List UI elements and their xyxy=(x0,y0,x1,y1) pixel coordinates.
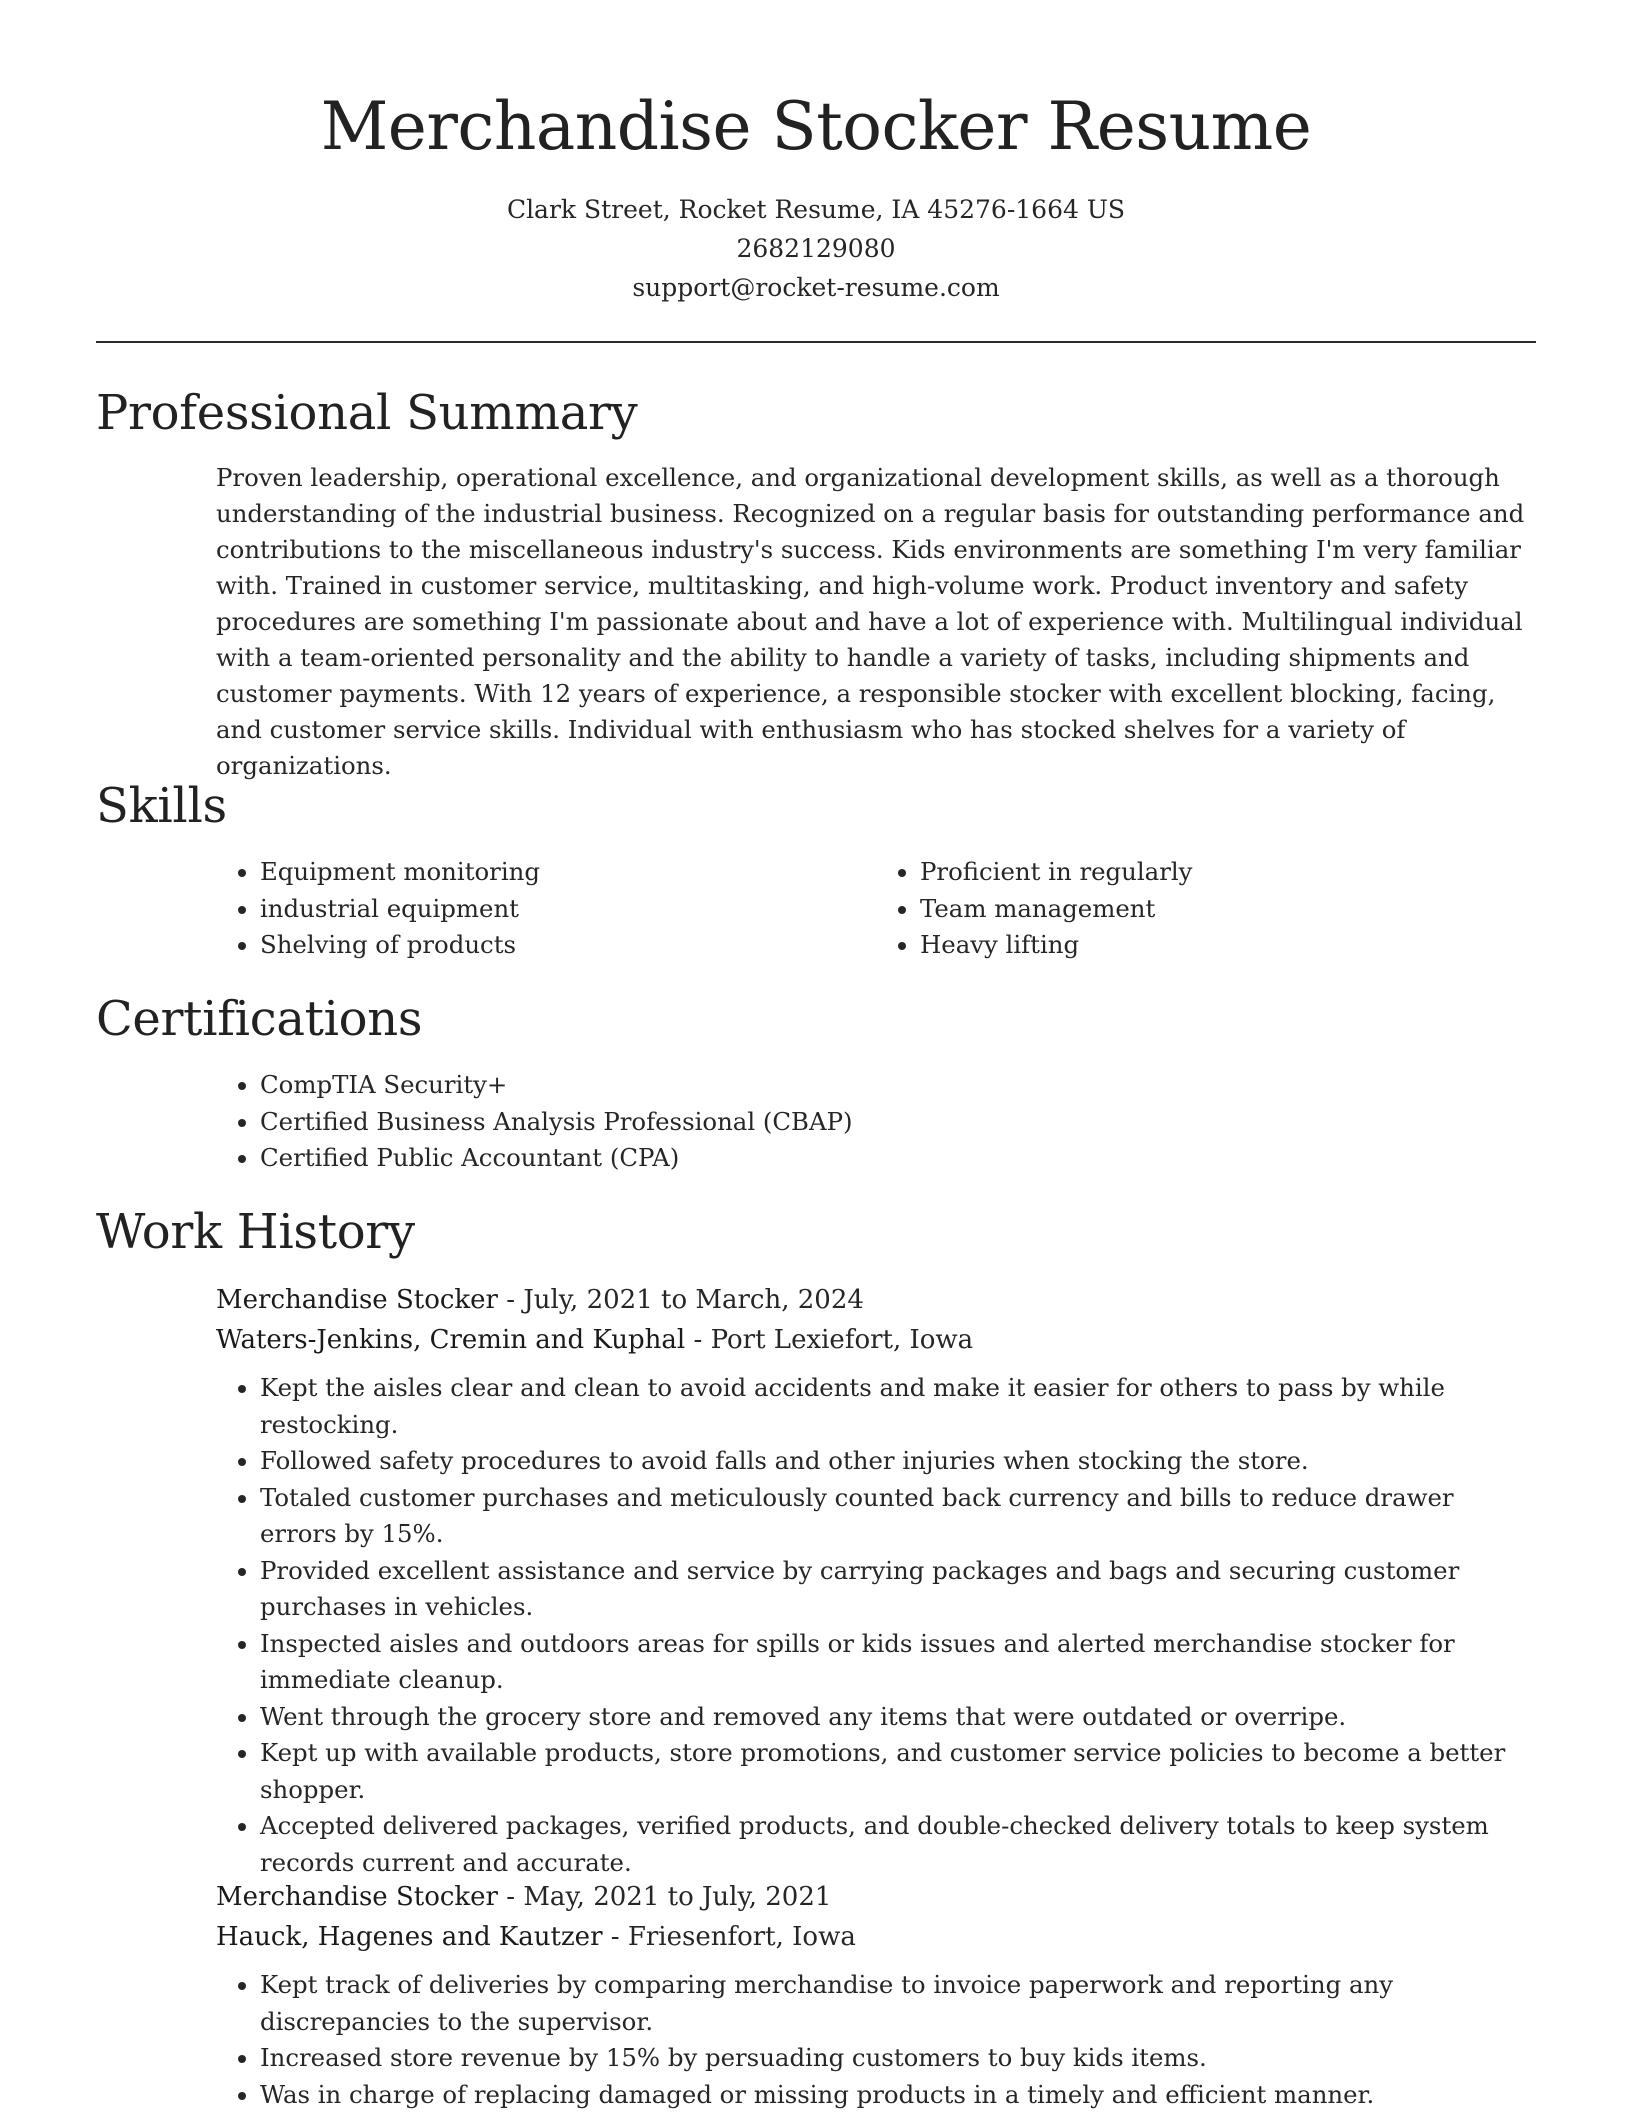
certification-item: • CompTIA Security+ xyxy=(260,1067,1536,1104)
summary-heading: Professional Summary xyxy=(96,383,637,443)
job-company: Hauck, Hagenes and Kautzer xyxy=(216,1922,603,1952)
skills-column-left xyxy=(216,854,876,964)
job-company-line xyxy=(216,1917,1536,1957)
summary-text: Proven leadership, operational excellence, and organizational development skills, as well as a thorough understanding of the industrial business. Recognized on a regular basis for outstanding performance and contributions to the miscellaneous industry's success. Kids environments are something I'm very familiar with. Trained in customer service, multitasking, and high-volume work. Product inventory and safety procedures are something I'm passionate about and have a lot of experience with. Multilingual individual with a team-oriented personality and the ability to handle a variety of tasks, including shipments and customer payments. With 12 years of experience, a responsible stocker with excellent blocking, facing, and customer service skills. Individual with enthusiasm who has stocked shelves for a variety of organizations. xyxy=(216,460,1536,784)
certification-item: • Certified Public Accountant (CPA) xyxy=(260,1140,1536,1177)
skill-item: • Proficient in regularly xyxy=(920,854,1536,891)
skill-item: • Heavy lifting xyxy=(920,927,1536,964)
job-entry xyxy=(216,1877,1536,2113)
job-bullet: • Accepted delivered packages, verified products, and double-checked delivery totals to keep system records current and accurate. xyxy=(260,1808,1536,1881)
job-title-line xyxy=(216,1280,1536,1320)
job-company-line xyxy=(216,1320,1536,1360)
skills-list xyxy=(216,854,1536,964)
job-bullets xyxy=(216,1370,1536,1881)
job-location: - Port Lexiefort, Iowa xyxy=(685,1325,973,1355)
email: support@rocket-resume.com xyxy=(0,268,1632,307)
job-title-line xyxy=(216,1877,1536,1917)
job-bullet: • Kept the aisles clear and clean to avoid accidents and make it easier for others to pass by while restocking. xyxy=(260,1370,1536,1443)
resume-title: Merchandise Stocker Resume xyxy=(0,82,1632,172)
job-entry xyxy=(216,1280,1536,1881)
job-bullet: • Followed safety procedures to avoid falls and other injuries when stocking the store. xyxy=(260,1443,1536,1480)
skill-item: • Equipment monitoring xyxy=(260,854,876,891)
skills-heading: Skills xyxy=(96,776,227,836)
job-dates: - July, 2021 to March, 2024 xyxy=(498,1285,864,1315)
phone: 2682129080 xyxy=(0,229,1632,268)
job-dates: - May, 2021 to July, 2021 xyxy=(498,1882,831,1912)
skill-item: • Team management xyxy=(920,891,1536,928)
job-bullet: • Went through the grocery store and removed any items that were outdated or overripe. xyxy=(260,1699,1536,1736)
work-history-heading: Work History xyxy=(96,1202,415,1262)
job-bullet: • Increased store revenue by 15% by persuading customers to buy kids items. xyxy=(260,2040,1536,2077)
resume-header xyxy=(0,0,1632,307)
job-bullet: • Provided excellent assistance and service by carrying packages and bags and securing customer purchases in vehicles. xyxy=(260,1553,1536,1626)
job-bullet: • Totaled customer purchases and meticulously counted back currency and bills to reduce drawer errors by 15%. xyxy=(260,1480,1536,1553)
job-role: Merchandise Stocker xyxy=(216,1285,498,1315)
skills-column-right xyxy=(876,854,1536,964)
address: Clark Street, Rocket Resume, IA 45276-1664 US xyxy=(0,190,1632,229)
certification-item: • Certified Business Analysis Professional (CBAP) xyxy=(260,1104,1536,1141)
header-divider xyxy=(96,341,1536,343)
job-bullet: • Kept track of deliveries by comparing merchandise to invoice paperwork and reporting any discrepancies to the supervisor. xyxy=(260,1967,1536,2040)
job-bullets xyxy=(216,1967,1536,2113)
certifications-list xyxy=(216,1067,1536,1177)
job-location: - Friesenfort, Iowa xyxy=(603,1922,856,1952)
contact-info xyxy=(0,190,1632,307)
job-company: Waters-Jenkins, Cremin and Kuphal xyxy=(216,1325,685,1355)
job-bullet: • Kept up with available products, store promotions, and customer service policies to become a better shopper. xyxy=(260,1735,1536,1808)
job-bullet: • Was in charge of replacing damaged or missing products in a timely and efficient manner. xyxy=(260,2077,1536,2113)
job-role: Merchandise Stocker xyxy=(216,1882,498,1912)
skill-item: • Shelving of products xyxy=(260,927,876,964)
skill-item: • industrial equipment xyxy=(260,891,876,928)
certifications-heading: Certifications xyxy=(96,989,422,1049)
job-bullet: • Inspected aisles and outdoors areas for spills or kids issues and alerted merchandise stocker for immediate cleanup. xyxy=(260,1626,1536,1699)
